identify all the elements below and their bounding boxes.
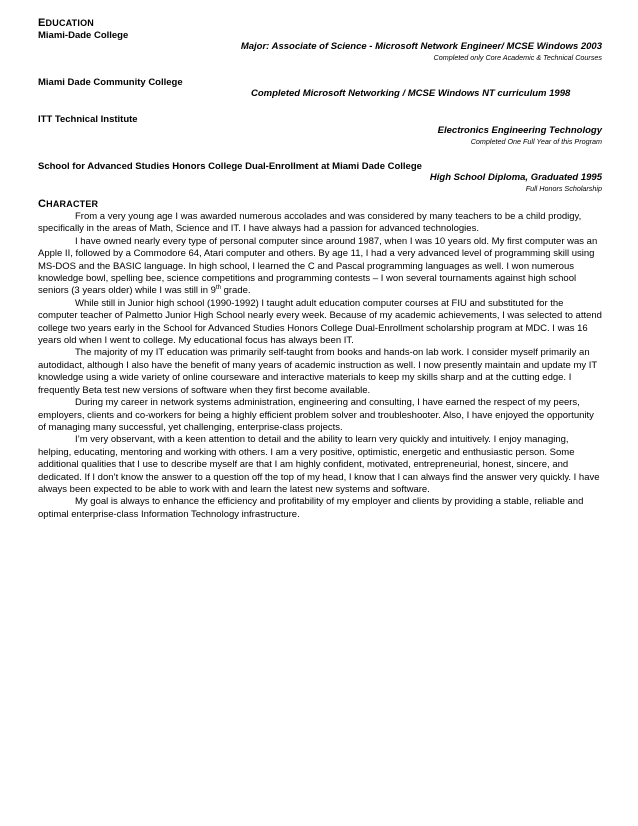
character-paragraph: The majority of my IT education was primarily self-taught from books and hands-on lab work. I consider myself primarily an autodidact, although I also have the benefit of many years of academic instruction as well. I now presently maintain and update my IT knowledge using a wide variety of online courseware and interactive materials to keep my skills sharp and at the cutting edge. I frequently Beta test new versions of software when they first become available.: [38, 347, 598, 396]
degree-major: Completed Microsoft Networking / MCSE Windows NT curriculum 1998: [251, 88, 571, 99]
degree-note: Completed only Core Academic & Technical Courses: [433, 53, 602, 62]
education-heading: [38, 17, 602, 30]
degree-major: High School Diploma, Graduated 1995: [429, 172, 602, 183]
degree-major: Major: Associate of Science - Microsoft Network Engineer/ MCSE Windows 2003: [240, 41, 602, 52]
resume-page: [38, 17, 602, 521]
character-heading: [38, 198, 602, 211]
character-paragraph: [38, 236, 602, 298]
character-paragraph: While still in Junior high school (1990-1992) I taught adult education computer courses at FIU and substituted for the computer teacher of Palmetto Junior High School nearly every week. Because of my academic achievements, I was selected to attend college two years early in the School for Advanced Studies Honors College Dual-Enrollment scholarship program at MDC. I was 16 years old when I went to college. My educational focus has always been IT.: [38, 297, 602, 347]
character-heading-initial: C: [38, 198, 47, 210]
school-name: ITT Technical Institute: [38, 114, 138, 125]
ordinal-suffix: th: [215, 285, 221, 292]
character-heading-rest: HARACTER: [46, 199, 99, 209]
degree-major: Electronics Engineering Technology: [437, 125, 602, 136]
school-name: Miami Dade Community College: [38, 77, 183, 88]
education-entry-sas: [38, 161, 602, 194]
education-entry-itt: [38, 114, 602, 147]
education-heading-initial: E: [38, 17, 46, 29]
education-heading-rest: DUCATION: [45, 18, 94, 28]
education-entry-mdc: [38, 30, 602, 63]
character-paragraph: During my career in network systems administration, engineering and consulting, I have earned the respect of my peers, employers, clients and co-workers for being a highly efficient problem solver and troubleshooter. Also, I have enjoyed the opportunity of managing many successful, yet challenging, enterprise-class projects.: [38, 397, 594, 433]
character-paragraph: From a very young age I was awarded numerous accolades and was considered by many teachers to be a child prodigy, specifically in the areas of Math, Science and IT. I have always had a passion for advanced technologies.: [38, 211, 582, 235]
character-paragraph: I’m very observant, with a keen attention to detail and the ability to learn very quickly and intuitively. I enjoy managing, helping, educating, mentoring and working with others. I am a very positive, optimistic, energetic and enthusiastic person. Some additional qualities that I use to describe myself are that I am highly confident, motivated, entrepreneurial, honest, sincere, and dedicated. If I don’t know the answer to a question off the top of my head, I know that I can always find the answer very quickly. I have always been expected to be able to work with and learn the latest new systems and software.: [38, 434, 600, 495]
degree-note: Completed One Full Year of this Program: [470, 137, 602, 146]
degree-note: Full Honors Scholarship: [525, 184, 602, 193]
school-name: Miami-Dade College: [38, 30, 129, 41]
school-name: School for Advanced Studies Honors College Dual-Enrollment at Miami Dade College: [38, 161, 422, 172]
character-paragraph: My goal is always to enhance the efficiency and profitability of my employer and clients by providing a stable, reliable and optimal enterprise-class Information Technology infrastructure.: [38, 496, 584, 520]
education-entry-mdcc: [38, 77, 602, 100]
character-paragraph-tail: grade.: [220, 285, 251, 297]
character-paragraph-text: I have owned nearly every type of personal computer since around 1987, when I was 10 years old. My first computer was an Apple II, followed by a Commodore 64, Atari computer and others. By age 11, I had a very advanced level of programming skill using MS-DOS and the BASIC language. In high school, I learned the C and Pascal programming languages as well. I won numerous knowledge bowl, spelling bee, science competitions and programming contests – I won several tournaments against high school seniors (3 years older) while I was still in 9: [38, 235, 598, 297]
